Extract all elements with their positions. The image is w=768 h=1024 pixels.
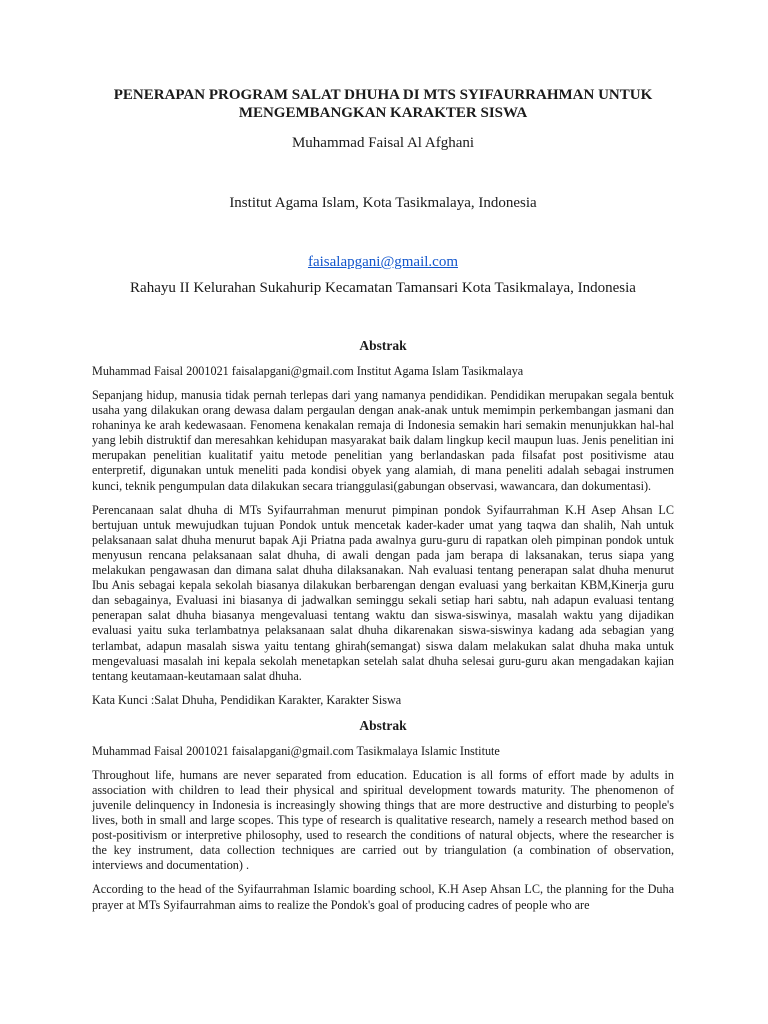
abstract-paragraph-2-indonesian: Perencanaan salat dhuha di MTs Syifaurrahman menurut pimpinan pondok Syifaurrahman K.H Asep Ahsan LC bertujuan untuk mewujudkan tujuan Pondok untuk mencetak kader-kader umat yang taqwa dan shalih, Nah untuk pelaksanaan salat dhuha menurut bapak Aji Priatna pada awalnya guru-guru di rapatkan oleh pimpinan pondok untuk menyusun rencana pelaksanaan salat dhuha, di awali dengan pada jam berapa di laksanakan, terus siapa yang melakukan pengawasan dan dimana salat dhuha dilaksanakan. Nah evaluasi tentang penerapan salat dhuha menurut Ibu Anis sebagai kepala sekolah biasanya dilakukan berbarengan dengan evaluasi yang berkaitan KBM,Kinerja guru dan sebagainya, Evaluasi ini biasanya di jadwalkan seminggu sekali setiap hari sabtu, nah adapun evaluasi tentang penerapan salat dhuha biasanya mengevaluasi tentang waktu dan siswa-siswinya, masalah waktu yang dijadikan evaluasi yaitu suka terlambatnya pelaksanaan salat dhuha dikarenakan siswa-siswinya kadang ada sebagian yang terlambat, adapun masalah siswa yaitu tentang ghirah(semangat) siswa dalam melakukan salat dhuha maka untuk mengevaluasi masalah ini kepala sekolah menetapkan setelah salat dhuha selesai guru-guru akan mengadakan kajian tentang keutamaan-keutamaan salat dhuha. [92, 502, 674, 683]
abstract-heading-indonesian: Abstrak [359, 338, 407, 353]
abstract-paragraph-1-english: Throughout life, humans are never separated from education. Education is all forms of effort made by adults in association with children to lead their physical and spiritual development towards maturity. The phenomenon of juvenile delinquency in Indonesia is increasingly showing things that are more destructive and disturbing to people's lives, both in small and large scopes. This type of research is qualitative research, namely a research method based on post-positivism or interpretive philosophy, used to research the conditions of natural objects, where the researcher is the key instrument, data collection techniques are carried out by triangulation (a combination of observation, interviews and documentation) . [92, 767, 674, 873]
paper-page [92, 86, 674, 913]
author-affiliation: Institut Agama Islam, Kota Tasikmalaya, Indonesia [229, 195, 537, 211]
keywords: Kata Kunci :Salat Dhuha, Pendidikan Karakter, Karakter Siswa [92, 692, 402, 707]
paper-title [92, 86, 674, 122]
abstract-paragraph-1-indonesian: Sepanjang hidup, manusia tidak pernah terlepas dari yang namanya pendidikan. Pendidikan merupakan segala bentuk usaha yang dilakukan orang dewasa dalam pergaulan dengan anak-anak untuk memimpin perkembangan jasmani dan rohaninya ke arah kedewasaan. Fenomena kenakalan remaja di Indonesia semakin hari semakin menunjukkan hal-hal yang lebih distruktif dan meresahkan kehidupan masyarakat baik dalam lingkup kecil maupun luas. Jenis penelitian ini merupakan penelitian kualitatif yaitu metode penelitian yang berlandaskan pada filsafat post positivisme atau enterpretif, digunakan untuk meneliti pada kondisi obyek yang alamiah, di mana peneliti adalah sebagai instrumen kunci, teknik pengumpulan data dilakukan secara trianggulasi(gabungan observasi, wawancara, dan dokumentasi). [92, 388, 674, 493]
abstract-heading-english: Abstrak [359, 717, 407, 733]
title-line-2: MENGEMBANGKAN KARAKTER SISWA [238, 105, 528, 121]
author-name: Muhammad Faisal Al Afghani [291, 135, 475, 151]
abstract-paragraph-2-english: According to the head of the Syifaurrahman Islamic boarding school, K.H Asep Ahsan LC, the planning for the Duha prayer at MTs Syifaurrahman aims to realize the Pondok's goal of producing cadres of people who are [92, 882, 674, 912]
abstract-meta-english: Muhammad Faisal 2001021 faisalapgani@gmail.com Tasikmalaya Islamic Institute [92, 743, 500, 758]
author-address: Rahayu II Kelurahan Sukahurip Kecamatan Tamansari Kota Tasikmalaya, Indonesia [130, 280, 636, 296]
title-line-1: PENERAPAN PROGRAM SALAT DHUHA DI MTS SYIFAURRAHMAN UNTUK [113, 87, 653, 103]
author-email-link[interactable]: faisalapgani@gmail.com [307, 254, 458, 270]
abstract-meta-indonesian: Muhammad Faisal 2001021 faisalapgani@gmail.com Institut Agama Islam Tasikmalaya [92, 364, 524, 378]
